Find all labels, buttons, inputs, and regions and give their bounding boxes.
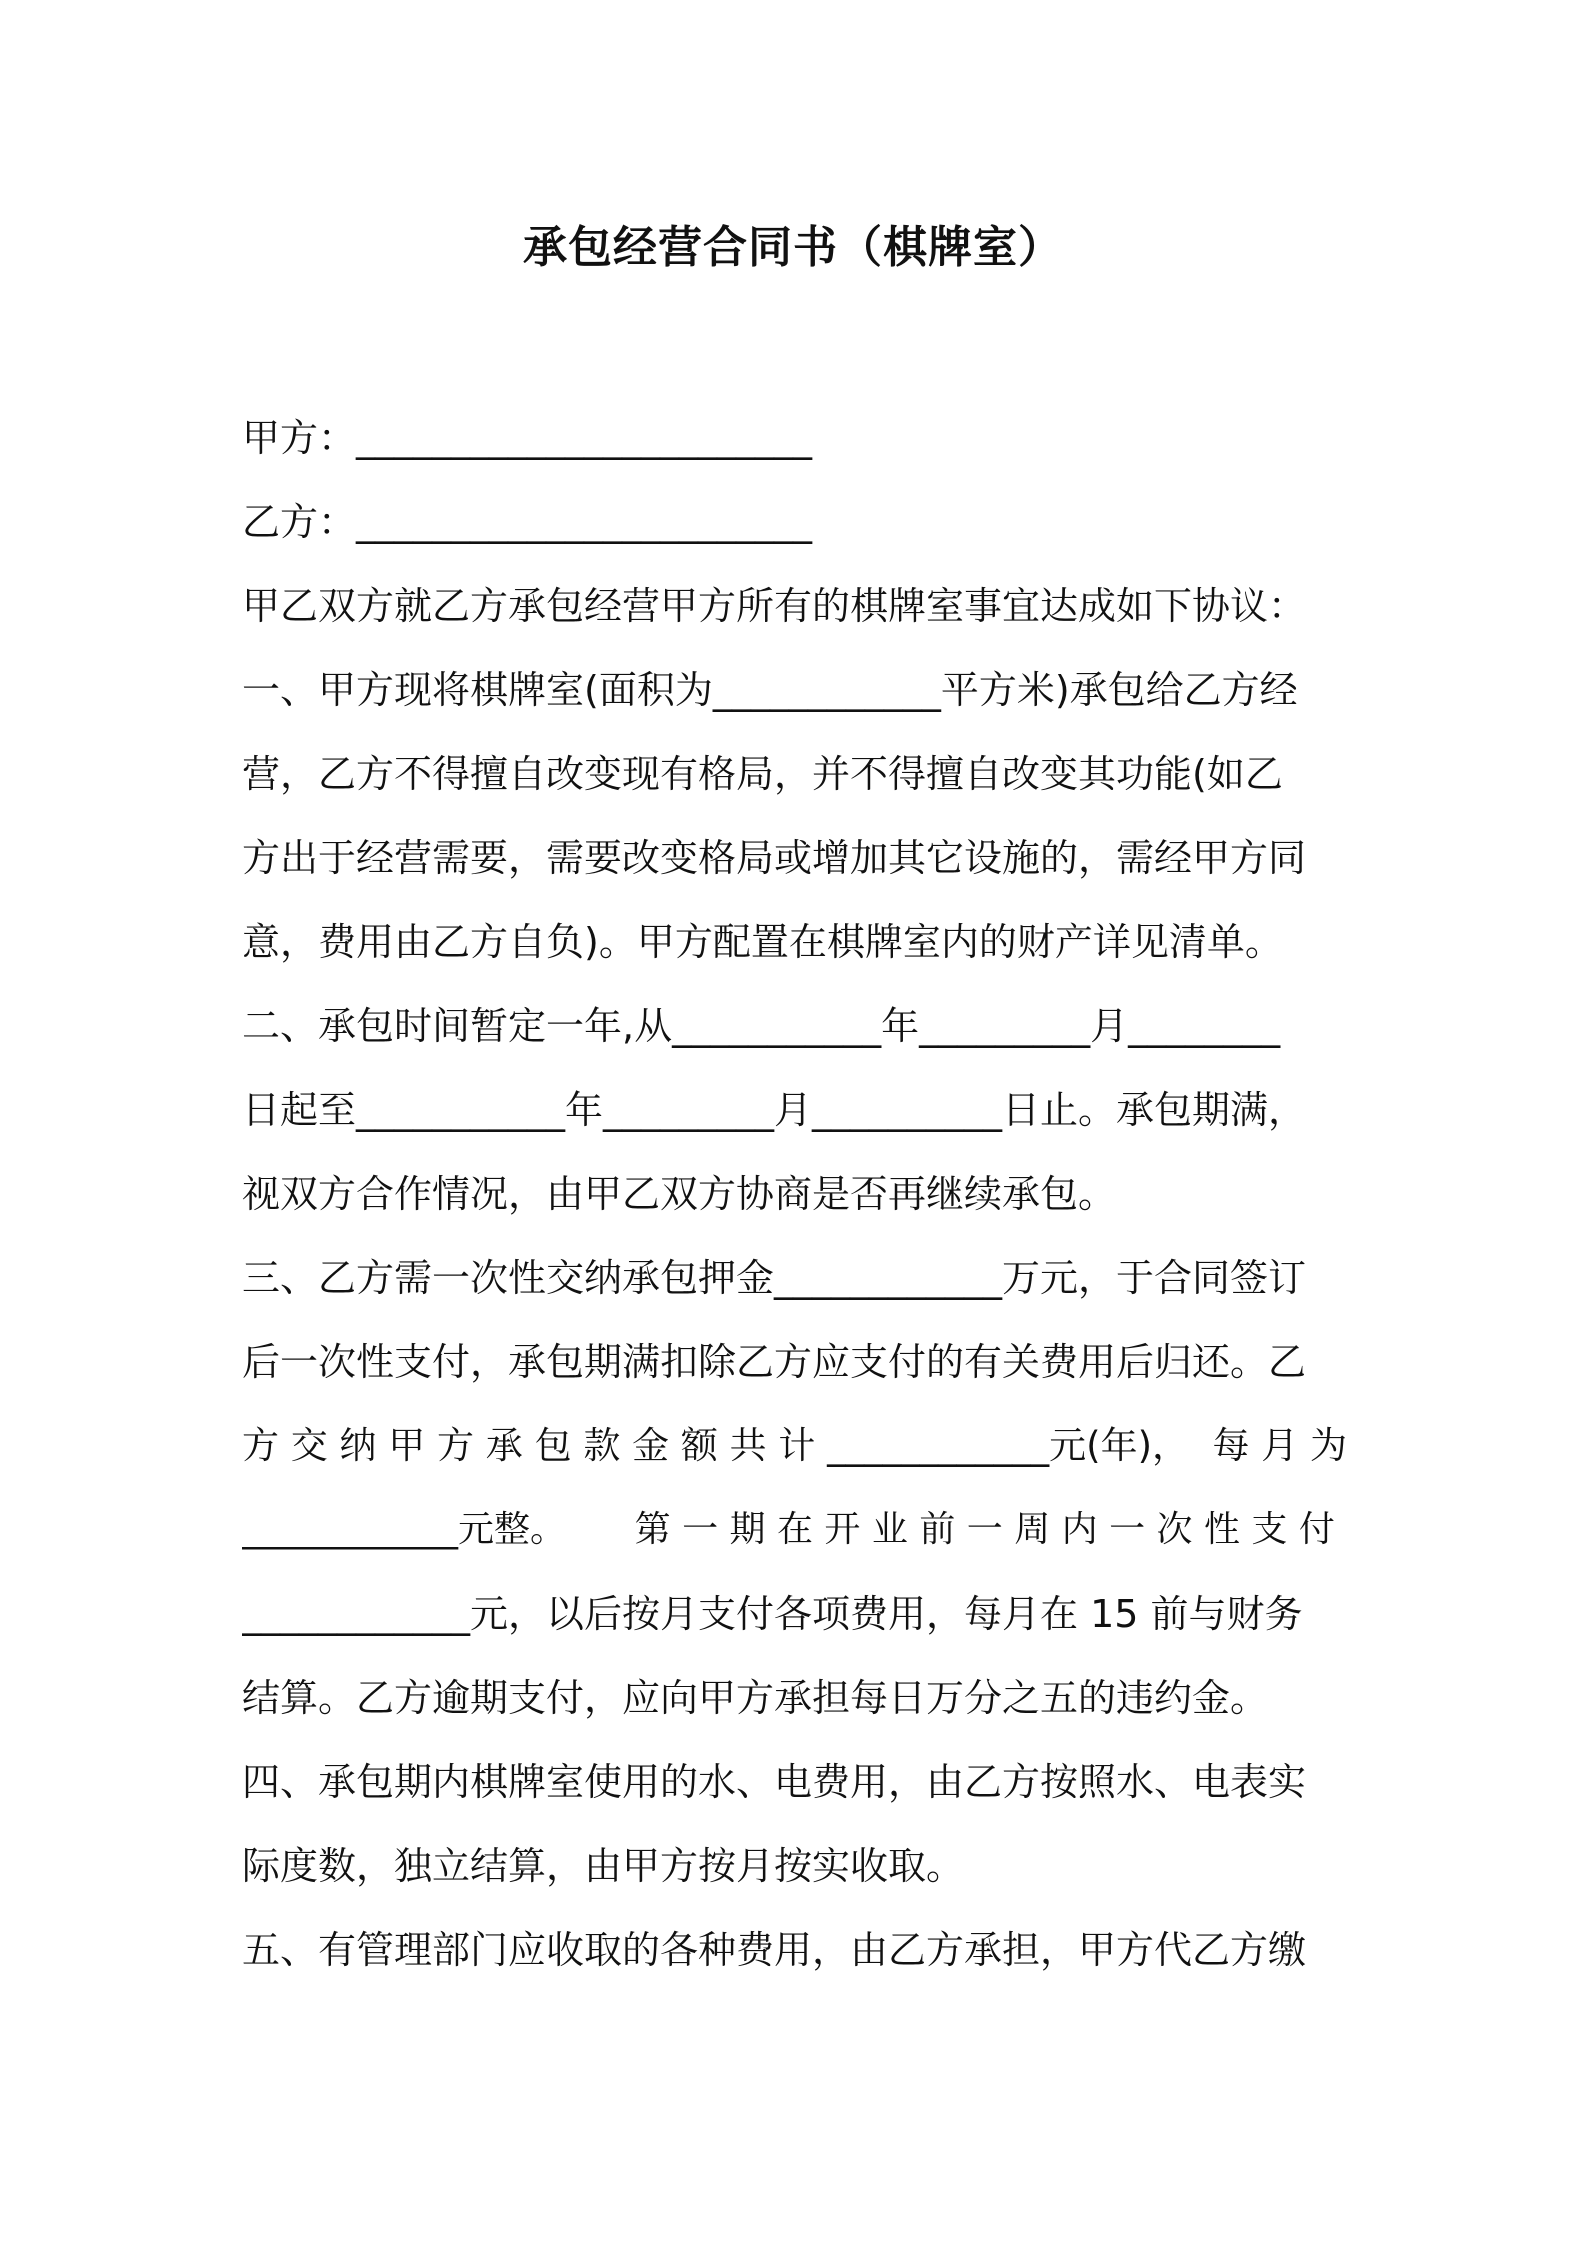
clause-line: 意，费用由乙方自负)。甲方配置在棋牌室内的财产详见清单。: [242, 920, 1283, 964]
clause-line: 二、承包时间暂定一年,从___________年_________月________: [242, 1004, 1281, 1048]
clause-line: ____________元，以后按月支付各项费用，每月在 15 前与财务: [242, 1592, 1303, 1636]
clause-line: 五、有管理部门应收取的各种费用，由乙方承担，甲方代乙方缴: [242, 1928, 1307, 1972]
clause-line: 际度数，独立结算，由甲方按月按实收取。: [242, 1844, 965, 1888]
clause-line: ____________元整。 第 一 期 在 开 业 前 一 周 内 一 次 性 支 付: [242, 1509, 1335, 1550]
clause-line: 四、承包期内棋牌室使用的水、电费用，由乙方按照水、电表实: [242, 1760, 1307, 1804]
clause-line: 方出于经营需要，需要改变格局或增加其它设施的，需经甲方同: [242, 836, 1307, 880]
clause-line: 三、乙方需一次性交纳承包押金____________万元，于合同签订: [242, 1256, 1307, 1300]
clause-line: 视双方合作情况，由甲乙双方协商是否再继续承包。: [242, 1172, 1117, 1216]
party-a-line: 甲方：________________________: [242, 416, 813, 460]
clause-line: 后一次性支付，承包期满扣除乙方应支付的有关费用后归还。乙: [242, 1340, 1307, 1384]
clause-line: 结算。乙方逾期支付，应向甲方承担每日万分之五的违约金。: [242, 1676, 1269, 1720]
party-b-line: 乙方：________________________: [242, 500, 813, 544]
clause-line: 甲乙双方就乙方承包经营甲方所有的棋牌室事宜达成如下协议：: [242, 584, 1307, 628]
clause-line: 一、甲方现将棋牌室(面积为____________平方米)承包给乙方经: [242, 668, 1298, 712]
clause-line: 营，乙方不得擅自改变现有格局，并不得擅自改变其功能(如乙: [242, 752, 1283, 796]
document-title: 承包经营合同书（棋牌室）: [523, 222, 1063, 273]
clause-line: 日起至___________年_________月__________日止。承包期满，: [242, 1088, 1307, 1132]
clause-line: 方 交 纳 甲 方 承 包 款 金 额 共 计 ____________元(年)， 每 月 为: [242, 1424, 1348, 1467]
